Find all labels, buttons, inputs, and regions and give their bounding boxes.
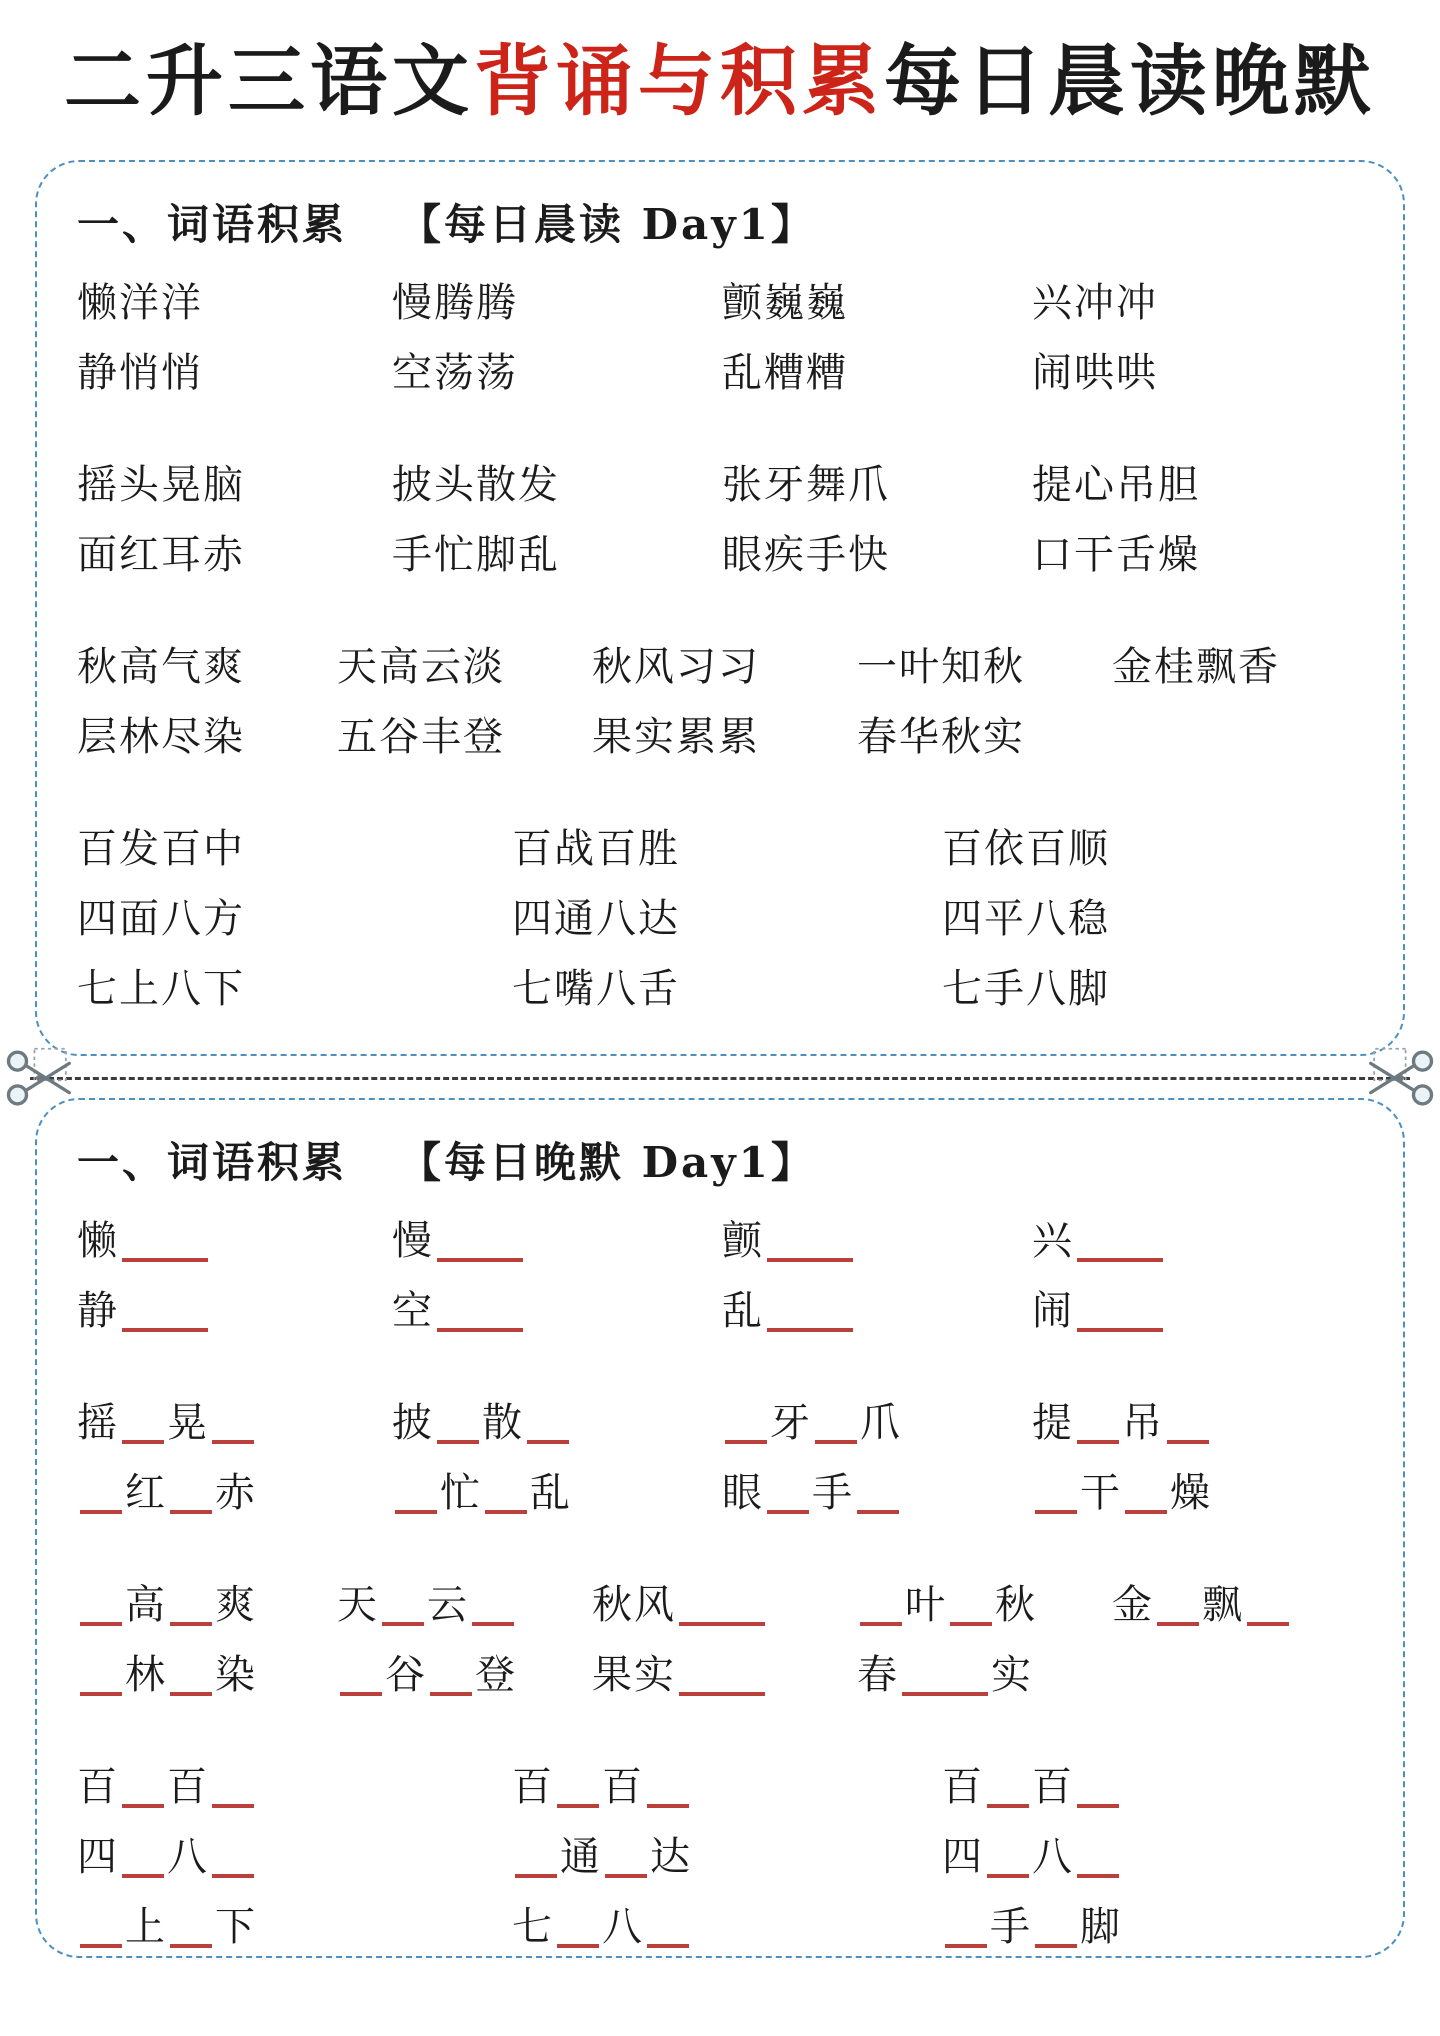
fill-blank-item: 林 染	[77, 1643, 337, 1700]
answer-blank	[437, 1302, 523, 1332]
word-item: 眼疾手快	[722, 531, 890, 578]
fill-blank-item: 兴	[1032, 1209, 1363, 1266]
fill-blank-item: 通 达	[512, 1825, 942, 1882]
word-item: 四面八方	[77, 895, 245, 942]
fill-blank-item: 金 飘	[1112, 1573, 1363, 1630]
word-item: 静悄悄	[77, 349, 203, 396]
answer-blank	[647, 1778, 689, 1808]
answer-blank	[515, 1848, 557, 1878]
answer-blank	[987, 1778, 1029, 1808]
answer-blank	[1077, 1848, 1119, 1878]
answer-blank	[857, 1484, 899, 1514]
word-row	[77, 880, 1363, 950]
word-item: 层林尽染	[77, 713, 245, 760]
word-group	[77, 1202, 1363, 1342]
word-group	[77, 810, 1363, 1020]
word-item: 空荡荡	[392, 349, 518, 396]
fill-blank-item: 空	[392, 1279, 722, 1336]
word-row	[77, 1748, 1363, 1818]
answer-blank	[1077, 1232, 1163, 1262]
word-item: 颤巍巍	[722, 279, 848, 326]
title-segment: 二升三语文	[64, 37, 474, 127]
fill-blank-item: 颤	[722, 1209, 1032, 1266]
word-group	[77, 1566, 1363, 1706]
section-heading: 一、词语积累	[77, 1138, 348, 1188]
section-header	[77, 1134, 1363, 1192]
word-item: 天高云淡	[337, 643, 505, 690]
word-item: 四平八稳	[942, 895, 1110, 942]
answer-blank	[430, 1666, 472, 1696]
word-item: 金桂飘香	[1112, 643, 1280, 690]
word-group	[77, 628, 1363, 768]
fill-blank-item: 百 百	[942, 1755, 1363, 1812]
word-item: 百依百顺	[942, 825, 1110, 872]
answer-blank	[1035, 1484, 1077, 1514]
fill-blank-item: 红 赤	[77, 1461, 392, 1518]
fill-blank-item: 闹	[1032, 1279, 1363, 1336]
fill-blank-item: 忙 乱	[392, 1461, 722, 1518]
word-item: 春华秋实	[857, 713, 1025, 760]
answer-blank	[485, 1484, 527, 1514]
answer-blank	[122, 1302, 208, 1332]
fill-blank-item: 四 八	[942, 1825, 1363, 1882]
word-group	[77, 1748, 1363, 1958]
word-row	[77, 516, 1363, 586]
answer-blank	[767, 1302, 853, 1332]
word-item: 四通八达	[512, 895, 680, 942]
answer-blank	[170, 1484, 212, 1514]
answer-blank	[1125, 1484, 1167, 1514]
answer-blank	[1077, 1414, 1119, 1444]
word-item: 闹哄哄	[1032, 349, 1158, 396]
answer-blank	[212, 1778, 254, 1808]
word-row	[77, 628, 1363, 698]
word-item: 百战百胜	[512, 825, 680, 872]
title-segment-accent: 背诵与积累	[474, 37, 884, 127]
word-item: 慢腾腾	[392, 279, 518, 326]
word-row	[77, 698, 1363, 768]
section-day-label: 【每日晨读 Day1】	[399, 200, 816, 250]
answer-blank	[647, 1918, 689, 1948]
fill-blank-item: 上 下	[77, 1895, 512, 1952]
answer-blank	[950, 1596, 992, 1626]
word-item: 秋高气爽	[77, 643, 245, 690]
answer-blank	[340, 1666, 382, 1696]
word-row	[77, 950, 1363, 1020]
answer-blank	[472, 1596, 514, 1626]
section-day-label: 【每日晚默 Day1】	[399, 1138, 816, 1188]
title-segment: 每日晨读晚默	[884, 37, 1376, 127]
answer-blank	[557, 1778, 599, 1808]
fill-blank-item: 秋风	[592, 1573, 857, 1630]
word-item: 七手八脚	[942, 965, 1110, 1012]
answer-blank	[122, 1848, 164, 1878]
word-item: 百发百中	[77, 825, 245, 872]
answer-blank	[987, 1848, 1029, 1878]
word-row	[77, 1818, 1363, 1888]
word-item: 口干舌燥	[1032, 531, 1200, 578]
answer-blank	[395, 1484, 437, 1514]
word-item: 乱糟糟	[722, 349, 848, 396]
word-item: 七嘴八舌	[512, 965, 680, 1012]
scissors-icon-left	[4, 1042, 76, 1114]
fill-blank-item: 乱	[722, 1279, 1032, 1336]
fill-blank-item: 静	[77, 1279, 392, 1336]
fill-blank-item: 春 实	[857, 1651, 1033, 1698]
word-item: 面红耳赤	[77, 531, 245, 578]
word-item: 五谷丰登	[337, 713, 505, 760]
answer-blank	[557, 1918, 599, 1948]
answer-blank	[170, 1918, 212, 1948]
word-row	[77, 1384, 1363, 1454]
word-row	[77, 1454, 1363, 1524]
fill-blank-item: 牙 爪	[722, 1391, 1032, 1448]
fill-blank-item: 手 脚	[942, 1895, 1363, 1952]
fill-blank-item: 提 吊	[1032, 1391, 1363, 1448]
fill-blank-item: 七 八	[512, 1895, 942, 1952]
word-group	[77, 1384, 1363, 1524]
word-row	[77, 810, 1363, 880]
answer-blank	[527, 1414, 569, 1444]
answer-blank	[1167, 1414, 1209, 1444]
answer-blank	[860, 1596, 902, 1626]
word-row	[77, 334, 1363, 404]
word-row	[77, 1202, 1363, 1272]
answer-blank	[80, 1596, 122, 1626]
word-group	[77, 264, 1363, 404]
fill-blank-item: 天 云	[337, 1573, 592, 1630]
answer-blank	[605, 1848, 647, 1878]
answer-blank	[725, 1414, 767, 1444]
section-heading: 一、词语积累	[77, 200, 348, 250]
fill-blank-item: 百 百	[512, 1755, 942, 1812]
cut-line	[30, 1077, 1410, 1080]
fill-blank-item: 懒	[77, 1209, 392, 1266]
word-item: 手忙脚乱	[392, 531, 560, 578]
answer-blank	[679, 1596, 765, 1626]
answer-blank	[80, 1918, 122, 1948]
word-group	[77, 446, 1363, 586]
word-item: 秋风习习	[592, 643, 760, 690]
fill-blank-groups	[77, 1202, 1363, 1958]
answer-blank	[80, 1484, 122, 1514]
fill-blank-item: 高 爽	[77, 1573, 337, 1630]
answer-blank	[437, 1414, 479, 1444]
word-groups	[77, 264, 1363, 1020]
word-item: 兴冲冲	[1032, 279, 1158, 326]
word-item: 果实累累	[592, 713, 760, 760]
answer-blank	[1077, 1778, 1119, 1808]
fill-blank-item: 果实	[592, 1643, 857, 1700]
answer-blank	[382, 1596, 424, 1626]
section-header	[77, 196, 1363, 254]
fill-blank-item: 眼 手	[722, 1461, 1032, 1518]
fill-blank-item: 摇 晃	[77, 1391, 392, 1448]
scissors-icon-right	[1364, 1042, 1436, 1114]
section-box-morning	[35, 160, 1405, 1056]
word-row	[77, 1888, 1363, 1958]
answer-blank	[902, 1666, 988, 1696]
word-row	[77, 264, 1363, 334]
fill-blank-item: 叶 秋	[857, 1573, 1112, 1630]
answer-blank	[80, 1666, 122, 1696]
word-item: 一叶知秋	[857, 643, 1025, 690]
fill-blank-item: 谷 登	[337, 1643, 592, 1700]
answer-blank	[767, 1232, 853, 1262]
word-row	[77, 1566, 1363, 1636]
answer-blank	[1157, 1596, 1199, 1626]
answer-blank	[1077, 1302, 1163, 1332]
fill-blank-item: 慢	[392, 1209, 722, 1266]
fill-blank-item: 百 百	[77, 1755, 512, 1812]
answer-blank	[170, 1666, 212, 1696]
word-row	[77, 1636, 1363, 1706]
answer-blank	[122, 1232, 208, 1262]
answer-blank	[122, 1778, 164, 1808]
word-item: 摇头晃脑	[77, 461, 245, 508]
answer-blank	[1035, 1918, 1077, 1948]
answer-blank	[122, 1414, 164, 1444]
answer-blank	[1247, 1596, 1289, 1626]
word-row	[77, 446, 1363, 516]
answer-blank	[767, 1484, 809, 1514]
fill-blank-item: 干 燥	[1032, 1461, 1363, 1518]
word-item: 提心吊胆	[1032, 461, 1200, 508]
word-item: 懒洋洋	[77, 279, 203, 326]
word-item: 七上八下	[77, 965, 245, 1012]
answer-blank	[212, 1848, 254, 1878]
answer-blank	[945, 1918, 987, 1948]
word-item: 张牙舞爪	[722, 461, 890, 508]
answer-blank	[815, 1414, 857, 1444]
fill-blank-item: 四 八	[77, 1825, 512, 1882]
answer-blank	[679, 1666, 765, 1696]
cut-line-zone	[0, 1056, 1440, 1098]
word-item: 披头散发	[392, 461, 560, 508]
word-row	[77, 1272, 1363, 1342]
answer-blank	[170, 1596, 212, 1626]
section-box-evening	[35, 1098, 1405, 1958]
answer-blank	[437, 1232, 523, 1262]
fill-blank-item: 披 散	[392, 1391, 722, 1448]
page-title	[0, 0, 1440, 130]
answer-blank	[212, 1414, 254, 1444]
